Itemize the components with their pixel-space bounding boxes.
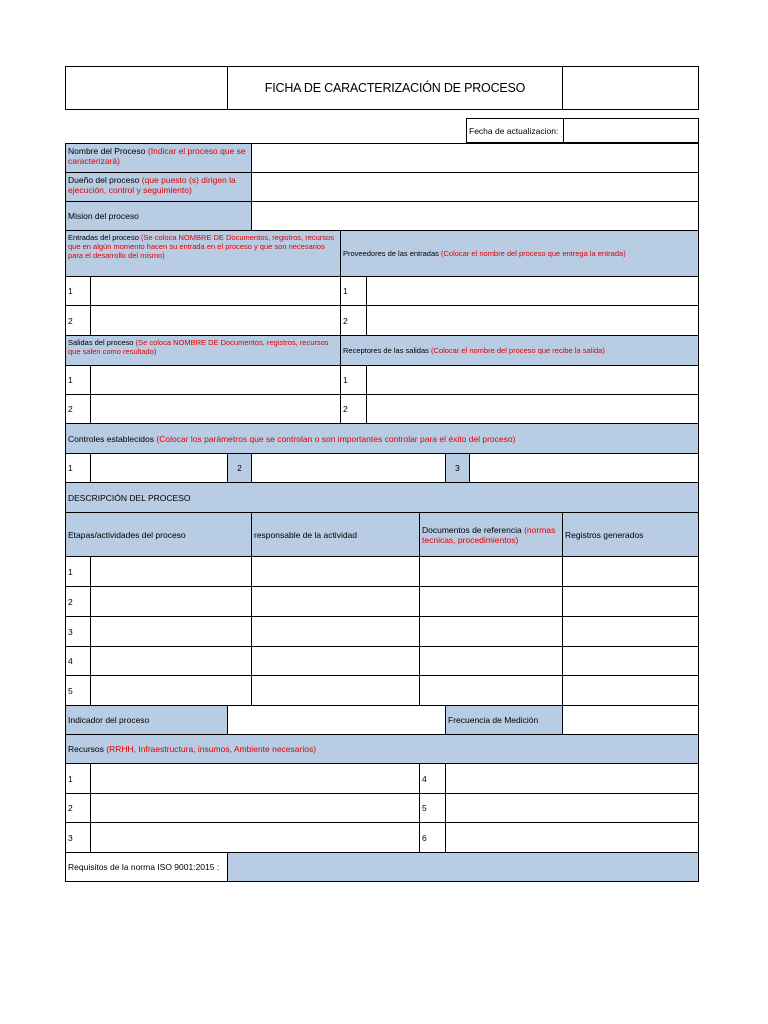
etapas-header — [65, 512, 252, 557]
salida-2-field[interactable] — [90, 394, 341, 424]
recurso-4-number — [419, 763, 446, 794]
control-2-number — [227, 453, 252, 483]
salidas-text — [68, 338, 338, 356]
salidas-label — [65, 335, 341, 366]
dueno-proceso-field[interactable] — [251, 172, 699, 202]
number-text: 5 — [68, 685, 73, 696]
entrada-1-number — [65, 276, 91, 306]
proveedor-1-number — [340, 276, 367, 306]
recursos-label-text: Recursos — [68, 744, 104, 754]
requisitos-field[interactable] — [227, 852, 699, 882]
entradas-text — [68, 233, 338, 260]
frecuencia-label — [445, 705, 563, 735]
responsable-2-field[interactable] — [251, 586, 420, 617]
mision-proceso-field[interactable] — [251, 201, 699, 231]
entrada-2-number — [65, 305, 91, 336]
registro-2-field[interactable] — [562, 586, 699, 617]
form-title — [227, 66, 563, 110]
controles-label — [65, 423, 699, 454]
salidas-hint: (Se coloca NOMBRE DE Documentos, registros, recursos que salen como resultado) — [68, 338, 329, 356]
receptor-2-field[interactable] — [366, 394, 699, 424]
number-text: 2 — [68, 315, 73, 326]
requisitos-text: Requisitos de la norma ISO 9001:2015 : — [68, 862, 220, 872]
number-text: 1 — [68, 773, 73, 784]
number-text: 2 — [68, 803, 73, 813]
header-left-cell — [65, 66, 228, 110]
control-3-number — [445, 453, 470, 483]
registros-header — [562, 512, 699, 557]
etapa-4-number — [65, 646, 91, 676]
number-text: 1 — [343, 286, 348, 296]
responsable-1-field[interactable] — [251, 556, 420, 587]
number-text: 2 — [343, 315, 348, 326]
recursos-hint: (RRHH, Infraestructura, insumos, Ambiente necesarios) — [106, 744, 317, 754]
controles-hint: (Colocar los parámetros que se controlan o son importantes controlar para el éxito del proceso) — [156, 433, 516, 444]
receptores-text — [343, 346, 605, 355]
entrada-1-field[interactable] — [90, 276, 341, 306]
registro-4-field[interactable] — [562, 646, 699, 676]
proveedores-text — [343, 249, 626, 258]
nombre-proceso-label — [65, 143, 252, 173]
documentos-header — [419, 512, 563, 557]
number-text: 1 — [68, 463, 73, 473]
recurso-2-field[interactable] — [90, 793, 420, 823]
recurso-6-field[interactable] — [445, 822, 699, 853]
indicador-text: Indicador del proceso — [68, 715, 150, 725]
etapas-text: Etapas/actividades del proceso — [68, 529, 186, 540]
receptor-1-number — [340, 365, 367, 395]
recurso-1-number — [65, 763, 91, 794]
proveedores-hint: (Colocar el nombre del proceso que entrega la entrada) — [441, 249, 626, 258]
documentos-text — [422, 525, 560, 545]
number-text: 5 — [422, 803, 427, 813]
documento-2-field[interactable] — [419, 586, 563, 617]
recursos-text — [68, 744, 316, 754]
number-text: 1 — [68, 286, 73, 296]
proveedores-label — [340, 230, 699, 277]
number-text: 2 — [237, 463, 242, 473]
proveedor-1-field[interactable] — [366, 276, 699, 306]
number-text: 2 — [343, 404, 348, 414]
fecha-field[interactable] — [563, 118, 699, 143]
mision-label: Mision del proceso — [68, 211, 139, 221]
responsable-3-field[interactable] — [251, 616, 420, 647]
form-title-text: FICHA DE CARACTERIZACIÓN DE PROCESO — [264, 81, 526, 95]
entradas-label-text: Entradas del proceso — [68, 233, 139, 242]
dueno-proceso-label — [65, 172, 252, 202]
responsable-header — [251, 512, 420, 557]
number-text: 3 — [455, 463, 460, 473]
documento-4-field[interactable] — [419, 646, 563, 676]
registro-5-field[interactable] — [562, 675, 699, 706]
number-text: 1 — [68, 375, 73, 385]
responsable-4-field[interactable] — [251, 646, 420, 676]
number-text: 1 — [68, 566, 73, 577]
dueno-hint: (que puesto (s) dirigen la ejecución, control y seguimiento) — [68, 175, 236, 195]
proveedor-2-number — [340, 305, 367, 336]
proveedores-label-text: Proveedores de las entradas — [343, 249, 439, 258]
registro-1-field[interactable] — [562, 556, 699, 587]
entradas-label — [65, 230, 341, 277]
etapa-5-number — [65, 675, 91, 706]
etapa-2-field[interactable] — [90, 586, 252, 617]
header-right-cell — [562, 66, 699, 110]
documentos-label-text: Documentos de referencia — [422, 524, 522, 535]
recurso-2-number — [65, 793, 91, 823]
responsable-text: responsable de la actividad — [254, 529, 358, 540]
recurso-6-number — [419, 822, 446, 853]
number-text: 6 — [422, 832, 427, 843]
recurso-5-field[interactable] — [445, 793, 699, 823]
salida-2-number — [65, 394, 91, 424]
documentos-hint: (normas tecnicas, procedimientos) — [422, 524, 556, 545]
indicador-label — [65, 705, 228, 735]
number-text: 3 — [68, 832, 73, 843]
documento-3-field[interactable] — [419, 616, 563, 647]
salidas-label-text: Salidas del proceso — [68, 338, 134, 347]
entradas-hint: (Se coloca NOMBRE DE Documentos, registros, recursos que en algún momento hacen su entrada en el proceso y que son necesarios para el desarrollo del mismo) — [68, 233, 334, 260]
fecha-label-text: Fecha de actualizacion: — [469, 125, 559, 136]
descripcion-text: DESCRIPCIÓN DEL PROCESO — [68, 492, 191, 503]
control-2-field[interactable] — [251, 453, 446, 483]
entrada-2-field[interactable] — [90, 305, 341, 336]
etapa-5-field[interactable] — [90, 675, 252, 706]
receptores-label — [340, 335, 699, 366]
number-text: 1 — [343, 375, 348, 385]
etapa-4-field[interactable] — [90, 646, 252, 676]
number-text: 4 — [68, 656, 73, 666]
recurso-1-field[interactable] — [90, 763, 420, 794]
responsable-5-field[interactable] — [251, 675, 420, 706]
number-text: 2 — [68, 404, 73, 414]
nombre-hint: (Indicar el proceso que se caracterizará) — [68, 146, 246, 166]
controles-text — [68, 434, 515, 444]
mision-proceso-label — [65, 201, 252, 231]
number-text: 4 — [422, 773, 427, 784]
etapa-3-number — [65, 616, 91, 647]
control-3-field[interactable] — [469, 453, 699, 483]
recursos-label — [65, 734, 699, 764]
etapa-3-field[interactable] — [90, 616, 252, 647]
indicador-field[interactable] — [227, 705, 446, 735]
recurso-4-field[interactable] — [445, 763, 699, 794]
receptor-1-field[interactable] — [366, 365, 699, 395]
salida-1-field[interactable] — [90, 365, 341, 395]
requisitos-label — [65, 852, 228, 882]
dueno-label: Dueño del proceso — [68, 175, 140, 185]
dueno-proceso-text — [68, 175, 249, 195]
recurso-3-number — [65, 822, 91, 853]
receptores-label-text: Receptores de las salidas — [343, 346, 429, 355]
registro-3-field[interactable] — [562, 616, 699, 647]
controles-label-text: Controles establecidos — [68, 433, 154, 444]
number-text: 3 — [68, 626, 73, 637]
etapa-1-number — [65, 556, 91, 587]
descripcion-header — [65, 482, 699, 513]
nombre-proceso-field[interactable] — [251, 143, 699, 173]
fecha-label — [466, 118, 564, 143]
frecuencia-text: Frecuencia de Medición — [448, 715, 539, 725]
control-1-field[interactable] — [90, 453, 228, 483]
proveedor-2-field[interactable] — [366, 305, 699, 336]
etapa-1-field[interactable] — [90, 556, 252, 587]
nombre-proceso-text — [68, 146, 249, 166]
documento-5-field[interactable] — [419, 675, 563, 706]
salida-1-number — [65, 365, 91, 395]
control-1-number — [65, 453, 91, 483]
receptores-hint: (Colocar el nombre del proceso que recibe la salida) — [430, 346, 605, 355]
recurso-5-number — [419, 793, 446, 823]
recurso-3-field[interactable] — [90, 822, 420, 853]
documento-1-field[interactable] — [419, 556, 563, 587]
etapa-2-number — [65, 586, 91, 617]
nombre-label: Nombre del Proceso — [68, 146, 146, 156]
number-text: 2 — [68, 596, 73, 607]
frecuencia-field[interactable] — [562, 705, 699, 735]
registros-text: Registros generados — [565, 529, 644, 540]
receptor-2-number — [340, 394, 367, 424]
